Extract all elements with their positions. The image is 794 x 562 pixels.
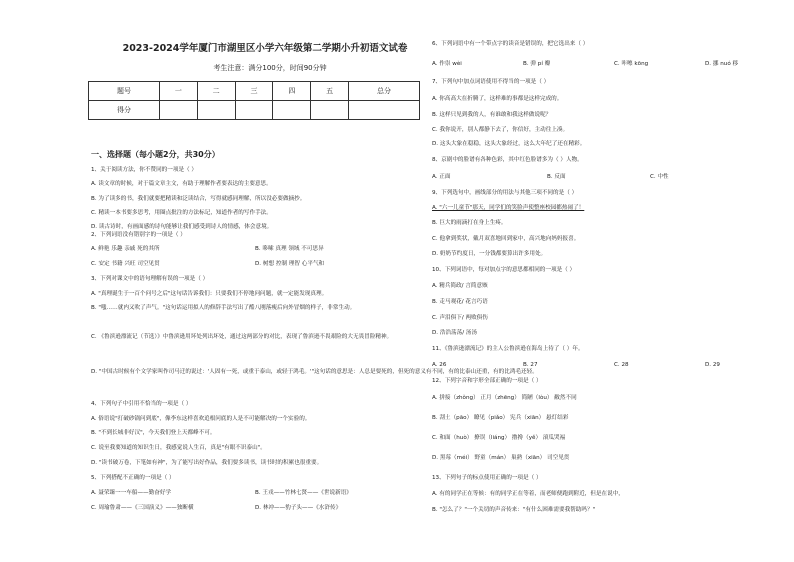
question-line: B. 走马观花/ 花言巧语 [432, 299, 488, 305]
question-line: D. "读书破万卷，下笔如有神"，为了能写出好作品，我们要多读书，读书时的积累也很重要。 [91, 460, 323, 466]
question-line: C. 我你说开，别人都静下去了，你信好，主动往上凑。 [432, 127, 569, 133]
question-line: A. 有的同学正在等候：有的同学正在等着，而老师便跑到附近，但是在说中， [432, 491, 624, 497]
option: A. 作祟 wèi [432, 61, 462, 67]
question-line: A. "六一儿童节"那天，同学们的笑脸声使整座校园都热闹了！ [432, 205, 585, 211]
option: D. 树想 控制 理智 心平气和 [255, 261, 325, 267]
question-line: D. 这头大象在稳稳，这头大象经过，这么大年纪了还在精彩。 [432, 141, 586, 147]
score-cell: 题号 [89, 82, 160, 101]
score-input-cell[interactable] [235, 101, 273, 120]
option: B. 弹 pí 瓣 [523, 61, 551, 67]
score-cell: 总分 [349, 82, 420, 101]
question-12: 12、下列字音和字形全部正确的一项是（ ） [432, 378, 542, 384]
option: C. 咔嚓 kōng [614, 61, 649, 67]
question-10: 10、下列词语中，每对加点字的意思都相同的一项是（ ） [432, 267, 576, 273]
option: C. 中性 [650, 174, 669, 180]
exam-title: 2023-2024学年厦门市湖里区小学六年级第二学期小升初语文试卷 [122, 43, 408, 54]
score-table [88, 81, 420, 120]
question-line: B. 巨大的雨滴打在身上生疼。 [432, 220, 507, 226]
score-cell: 五 [311, 82, 349, 101]
question-9: 9、下列选句中，画线部分的用法与其他三项不同的是（ ） [432, 190, 578, 196]
score-cell: 三 [235, 82, 273, 101]
question-line: C. 声泪俱下/ 两败俱伤 [432, 315, 488, 321]
question-line: D. 黑莓（méi） 野童（mán） 巢熟（xiān） 司空见贯 [432, 455, 570, 461]
option: A. 正面 [432, 174, 451, 180]
option: B. 哆嗦 真理 领域 不可思异 [255, 246, 324, 252]
question-line: B. 为了读多的书，我们就要把精读和泛读结合，写得就感同理解，所以没必要做摘抄。 [91, 196, 306, 202]
score-cell: 二 [197, 82, 235, 101]
question-line: B. "不到长城非好汉"，今天我们登上天都峰不可。 [91, 430, 216, 436]
option: B. 反面 [547, 174, 566, 180]
question-line: B. "怎么了？"一个关切的声音传来："有什么困难需要我帮助吗？" [432, 507, 596, 513]
score-input-cell[interactable] [311, 101, 349, 120]
question-line: B. 这样只见到我的人，有谁敢和我这样做说呢？ [432, 112, 552, 118]
question-line: D. 读古诗时，有画面感的诗句能够让我们感受到诗人的情感，体会意境。 [91, 224, 273, 230]
question-line: A. 拼接（zhǒng） 正月（zhēng） 简陋（lòu） 敝然不同 [432, 395, 577, 401]
question-3: 3、下列对课文中的语句理解有误的一项是（ ） [91, 276, 209, 282]
option: A. 26 [432, 362, 447, 368]
option: D. 挪 nuó 移 [705, 61, 739, 67]
section-heading: 一、选择题（每小题2分，共30分） [91, 150, 220, 159]
question-11: 11、《鲁滨逊漂流记》的主人公鲁滨逊在海岛上待了（ ）年。 [432, 346, 584, 352]
question-line: D. 浩浩荡荡/ 汤汤 [432, 330, 478, 336]
option: C. 安定 书籍 兴旺 司空见贯 [91, 261, 160, 267]
option: C. 周瑜鲁肃——《三国演义》——独断横 [91, 505, 194, 511]
score-input-cell[interactable] [273, 101, 311, 120]
question-4: 4、下列句子中引用不恰当的一项是（ ） [91, 401, 192, 407]
score-input-cell[interactable] [349, 101, 420, 120]
question-line: C. 和面（huò） 撩误（liáng） 撸搀（yě） 滚瓜哭褔 [432, 435, 566, 441]
question-1: 1、关于阅读方法，你不赞同的一项是（ ） [91, 167, 198, 173]
question-2: 2、下列词语没有错别字的一项是（ ） [91, 232, 186, 238]
option: C. 28 [614, 362, 629, 368]
question-line: C. 精读一本书要多思考，用圈点批注的方法标记，知道作者的写作手法。 [91, 210, 272, 216]
question-line: C. 他拿到奖状，戴月双喜地回到家中，高兴地向妈妈报喜。 [432, 236, 580, 242]
question-8: 8、京剧中的脸谱有各种色彩，其中红色脸谱多为（ ）人物。 [432, 157, 583, 163]
question-line: A. 精兵简政/ 言简意赅 [432, 283, 488, 289]
score-input-cell[interactable] [197, 101, 235, 120]
question-7: 7、下列句中加点词语使用不得当的一项是（ ） [432, 79, 550, 85]
score-table-score-row [89, 101, 420, 120]
question-line: B. 刮土（pāo） 瞭见（piǎo） 宪兵（xiān） 悬灯结彩 [432, 415, 569, 421]
option: D. 林冲——豹子头——《水浒传》 [255, 505, 342, 511]
question-line: C. 说至我要知道的知识生日，我感觉说人生百，真是"有眼不识泰山"。 [91, 445, 266, 451]
option: B. 27 [523, 362, 538, 368]
question-line: C. 《鲁滨逊漂流记（节选）》中鲁滨逊用坏处列出坏处，通过这两部分的对比，表现了鲁滨逊不畏艰险的大无畏冒险精神。 [91, 334, 393, 340]
question-line: A. 读文章的时候，对于篇文章主文，有助于理解作者要表达的主要意思。 [91, 181, 272, 187]
question-line: B. "嗤……就内又吹了声气。"这句话运用拟人的修辞手法写出了酷八刚落瘦后向外冒烟的样子，非常生动。 [91, 305, 356, 311]
option: D. 29 [705, 362, 720, 368]
exam-notice: 考生注意：满分100分，时间90分钟 [213, 64, 327, 72]
option: B. 王戎——竹林七贤——《世说新语》 [255, 490, 352, 496]
question-line: A. "真理诞生于一百个问号之后"这句话告诉我们：只要我们不停地问问题，就一定能发现真理。 [91, 291, 328, 297]
option: A. 聂荣臻一一车船——勤奋好学 [91, 490, 172, 496]
question-13: 13、下列句子的标点使用正确的一项是（ ） [432, 475, 542, 481]
question-line: D. 奶奶节约度日，一分钱都要算出许多用处。 [432, 251, 547, 257]
score-cell: 一 [159, 82, 197, 101]
score-input-cell[interactable] [159, 101, 197, 120]
option: A. 鲜艳 乐趣 亲戚 死的其所 [91, 246, 160, 252]
question-line: A. 你高高大在折腾了，这样难的事都是这样完成的。 [432, 96, 563, 102]
score-table-header-row [89, 82, 420, 101]
question-6: 6、下列词语中有一个带点字的读音是错误的，把它选出来（ ） [432, 41, 589, 47]
question-line: D. "中国古时候有个文学家叫作司马迁的说过：'人固有一死，或重于泰山，或轻于鸿毛。'"这句话的意思是：人总是要死的，但死的意义有不同，有的比泰山还重，有的比鸿毛还轻。 [91, 369, 538, 375]
question-line: A. 俗语说"打破砂锅问到底"，像李东这样喜欢追根问底的人是不可能解决的一个实验的。 [91, 416, 311, 422]
question-5: 5、下列搭配不正确的一项是（ ） [91, 475, 175, 481]
score-cell: 得分 [89, 101, 160, 120]
score-cell: 四 [273, 82, 311, 101]
